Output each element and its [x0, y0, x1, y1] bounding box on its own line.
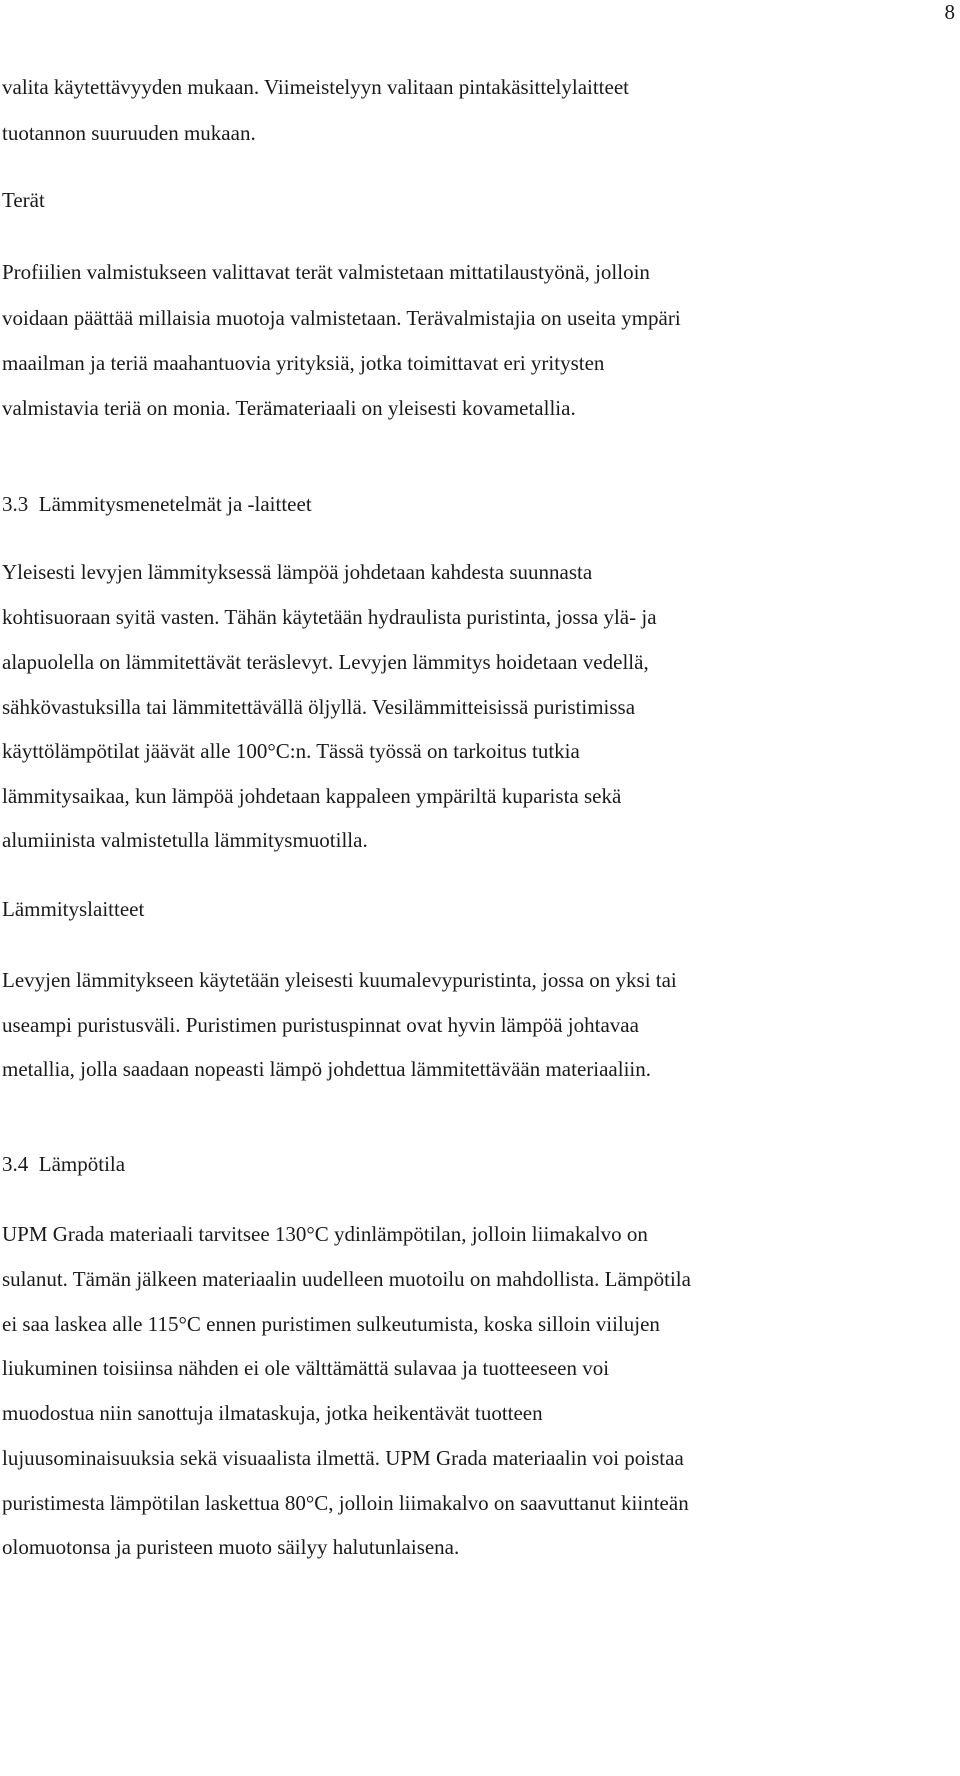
paragraph-line: ei saa laskea alle 115°C ennen puristimen sulkeutumista, koska silloin viilujen	[2, 1312, 660, 1336]
paragraph-line: kohtisuoraan syitä vasten. Tähän käytetään hydraulista puristinta, jossa ylä- ja	[2, 605, 657, 629]
paragraph-line: valmistavia teriä on monia. Terämateriaali on yleisesti kovametallia.	[2, 396, 576, 420]
section-heading-3-4: 3.4 Lämpötila	[2, 1152, 126, 1176]
paragraph-line: tuotannon suuruuden mukaan.	[2, 121, 256, 145]
paragraph-line: Levyjen lämmitykseen käytetään yleisesti kuumalevypuristinta, jossa on yksi tai	[2, 968, 677, 992]
paragraph-line: maailman ja teriä maahantuovia yrityksiä, jotka toimittavat eri yritysten	[2, 351, 605, 375]
paragraph-line: Profiilien valmistukseen valittavat terät valmistetaan mittatilaustyönä, jolloin	[2, 260, 650, 284]
paragraph-line: sulanut. Tämän jälkeen materiaalin uudelleen muotoilu on mahdollista. Lämpötila	[2, 1267, 691, 1291]
paragraph-line: lämmitysaikaa, kun lämpöä johdetaan kappaleen ympäriltä kuparista sekä	[2, 784, 622, 808]
paragraph-line: olomuotonsa ja puristeen muoto säilyy halutunlaisena.	[2, 1535, 460, 1559]
paragraph-line: Yleisesti levyjen lämmityksessä lämpöä johdetaan kahdesta suunnasta	[2, 560, 593, 584]
section-heading-3-3: 3.3 Lämmitysmenetelmät ja -laitteet	[2, 492, 312, 516]
paragraph-line: käyttölämpötilat jäävät alle 100°C:n. Tässä työssä on tarkoitus tutkia	[2, 739, 580, 763]
subheading-lammityslaitteet: Lämmityslaitteet	[2, 897, 145, 921]
subheading-terat: Terät	[2, 188, 45, 212]
paragraph-line: useampi puristusväli. Puristimen puristuspinnat ovat hyvin lämpöä johtavaa	[2, 1013, 639, 1037]
paragraph-line: metallia, jolla saadaan nopeasti lämpö johdettua lämmitettävään materiaaliin.	[2, 1057, 652, 1081]
paragraph-line: lujuusominaisuuksia sekä visuaalista ilmettä. UPM Grada materiaalin voi poistaa	[2, 1446, 684, 1470]
paragraph-line: liukuminen toisiinsa nähden ei ole välttämättä sulavaa ja tuotteeseen voi	[2, 1356, 610, 1380]
paragraph-line: puristimesta lämpötilan laskettua 80°C, jolloin liimakalvo on saavuttanut kiinteän	[2, 1491, 689, 1515]
paragraph-line: UPM Grada materiaali tarvitsee 130°C ydinlämpötilan, jolloin liimakalvo on	[2, 1222, 648, 1246]
paragraph-line: alumiinista valmistetulla lämmitysmuotilla.	[2, 828, 368, 852]
paragraph-line: voidaan päättää millaisia muotoja valmistetaan. Terävalmistajia on useita ympäri	[2, 306, 681, 330]
paragraph-line: alapuolella on lämmitettävät teräslevyt. Levyjen lämmitys hoidetaan vedellä,	[2, 650, 649, 674]
paragraph-line: valita käytettävyyden mukaan. Viimeistelyyn valitaan pintakäsittelylaitteet	[2, 75, 629, 99]
paragraph-line: muodostua niin sanottuja ilmataskuja, jotka heikentävät tuotteen	[2, 1401, 543, 1425]
page-number: 8	[944, 0, 955, 24]
paragraph-line: sähkövastuksilla tai lämmitettävällä öljyllä. Vesilämmitteisissä puristimissa	[2, 695, 636, 719]
